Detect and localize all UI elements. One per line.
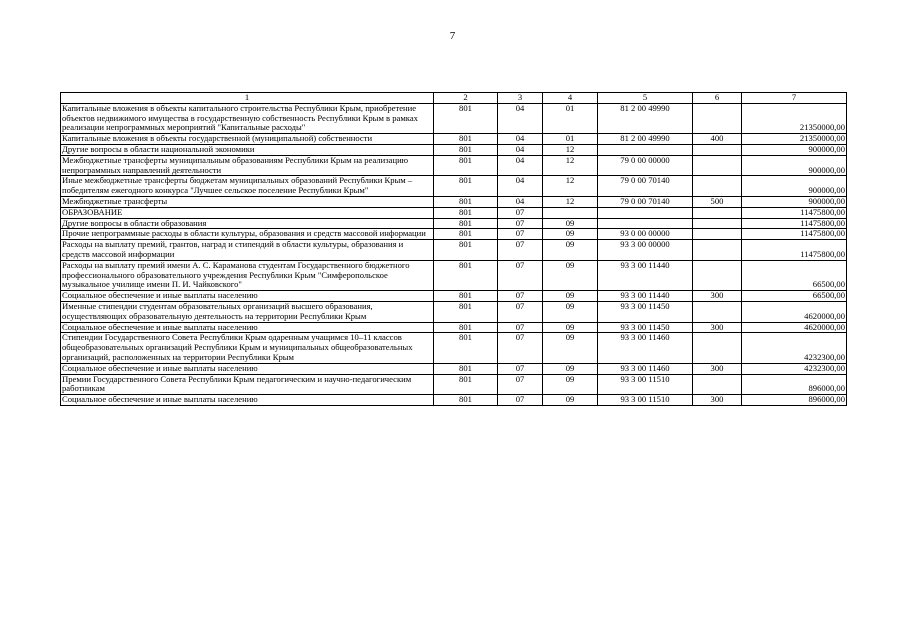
code-cell: 07 [498, 260, 543, 290]
table-header [61, 93, 847, 104]
row-name-cell: Капитальные вложения в объекты капитального строительства Республики Крым, приобретение объектов недвижимого имущества в государственную собственность Республики Крым в рамках реализации непрограммных мероприятий "Капитальные расходы" [61, 103, 434, 133]
row-name-cell: Прочие непрограммные расходы в области культуры, образования и средств массовой информации [61, 229, 434, 240]
amount-cell: 900000,00 [742, 144, 847, 155]
code-cell: 93 3 00 11460 [598, 333, 693, 363]
code-cell: 01 [543, 103, 598, 133]
code-cell: 09 [543, 333, 598, 363]
row-name-cell: Расходы на выплату премий, грантов, наград и стипендий в области культуры, образования и средств массовой информации [61, 240, 434, 261]
code-cell [693, 374, 742, 395]
column-header: 4 [543, 93, 598, 104]
code-cell: 801 [434, 395, 498, 406]
amount-cell: 11475800,00 [742, 229, 847, 240]
code-cell: 81 2 00 49990 [598, 134, 693, 145]
table-row [61, 291, 847, 302]
amount-cell: 900000,00 [742, 196, 847, 207]
code-cell [693, 207, 742, 218]
code-cell: 801 [434, 103, 498, 133]
amount-cell: 21350000,00 [742, 103, 847, 133]
amount-cell: 4232300,00 [742, 363, 847, 374]
code-cell: 07 [498, 301, 543, 322]
column-header: 1 [61, 93, 434, 104]
table-row [61, 229, 847, 240]
code-cell: 801 [434, 134, 498, 145]
table-row [61, 363, 847, 374]
table-row [61, 322, 847, 333]
table-row [61, 176, 847, 197]
row-name-cell: Социальное обеспечение и иные выплаты населению [61, 291, 434, 302]
code-cell: 300 [693, 291, 742, 302]
code-cell: 04 [498, 144, 543, 155]
row-name-cell: Другие вопросы в области национальной экономики [61, 144, 434, 155]
code-cell: 801 [434, 374, 498, 395]
code-cell: 07 [498, 363, 543, 374]
code-cell: 07 [498, 240, 543, 261]
code-cell: 07 [498, 207, 543, 218]
code-cell [598, 144, 693, 155]
row-name-cell: Социальное обеспечение и иные выплаты населению [61, 395, 434, 406]
code-cell: 07 [498, 374, 543, 395]
table-row [61, 333, 847, 363]
row-name-cell: Капитальные вложения в объекты государственной (муниципальной) собственности [61, 134, 434, 145]
code-cell: 93 3 00 11460 [598, 363, 693, 374]
code-cell [693, 333, 742, 363]
amount-cell: 11475800,00 [742, 240, 847, 261]
code-cell: 93 3 00 11440 [598, 260, 693, 290]
table-row [61, 374, 847, 395]
code-cell: 07 [498, 333, 543, 363]
amount-cell: 21350000,00 [742, 134, 847, 145]
code-cell: 09 [543, 229, 598, 240]
code-cell: 801 [434, 176, 498, 197]
code-cell: 801 [434, 301, 498, 322]
code-cell: 04 [498, 103, 543, 133]
code-cell: 07 [498, 229, 543, 240]
code-cell [693, 155, 742, 176]
code-cell: 400 [693, 134, 742, 145]
table-row [61, 144, 847, 155]
code-cell: 300 [693, 322, 742, 333]
code-cell: 09 [543, 363, 598, 374]
row-name-cell: Премии Государственного Совета Республики Крым педагогическим и научно-педагогическим работникам [61, 374, 434, 395]
code-cell: 300 [693, 395, 742, 406]
code-cell: 04 [498, 176, 543, 197]
table-row [61, 155, 847, 176]
code-cell: 801 [434, 144, 498, 155]
code-cell: 93 0 00 00000 [598, 229, 693, 240]
code-cell [693, 229, 742, 240]
amount-cell: 66500,00 [742, 291, 847, 302]
code-cell: 801 [434, 322, 498, 333]
row-name-cell: ОБРАЗОВАНИЕ [61, 207, 434, 218]
amount-cell: 11475800,00 [742, 207, 847, 218]
code-cell: 04 [498, 155, 543, 176]
column-header: 5 [598, 93, 693, 104]
row-name-cell: Иные межбюджетные трансферты бюджетам муниципальных образований Республики Крым – победителям ежегодного конкурса "Лучшее сельское поселение Республики Крым" [61, 176, 434, 197]
code-cell [693, 218, 742, 229]
amount-cell: 4620000,00 [742, 322, 847, 333]
amount-cell: 900000,00 [742, 155, 847, 176]
code-cell [598, 207, 693, 218]
table-body [61, 103, 847, 405]
code-cell: 09 [543, 260, 598, 290]
code-cell: 09 [543, 240, 598, 261]
code-cell: 93 3 00 11450 [598, 301, 693, 322]
column-header: 6 [693, 93, 742, 104]
code-cell: 04 [498, 134, 543, 145]
amount-cell: 4620000,00 [742, 301, 847, 322]
column-header: 7 [742, 93, 847, 104]
code-cell: 801 [434, 196, 498, 207]
row-name-cell: Социальное обеспечение и иные выплаты населению [61, 322, 434, 333]
row-name-cell: Социальное обеспечение и иные выплаты населению [61, 363, 434, 374]
code-cell: 801 [434, 333, 498, 363]
code-cell: 12 [543, 176, 598, 197]
code-cell [693, 260, 742, 290]
table-row [61, 103, 847, 133]
code-cell: 12 [543, 155, 598, 176]
code-cell: 12 [543, 144, 598, 155]
table-row [61, 301, 847, 322]
code-cell: 04 [498, 196, 543, 207]
code-cell: 801 [434, 260, 498, 290]
amount-cell: 900000,00 [742, 176, 847, 197]
code-cell [693, 301, 742, 322]
code-cell: 09 [543, 301, 598, 322]
code-cell: 79 0 00 00000 [598, 155, 693, 176]
table-row [61, 134, 847, 145]
code-cell [693, 144, 742, 155]
code-cell: 09 [543, 218, 598, 229]
row-name-cell: Стипендии Государственного Совета Республики Крым одаренным учащимся 10–11 классов общеобразовательных организаций Республики Крым и муниципальных общеобразовательных организаций, расположенных на территории Республики Крым [61, 333, 434, 363]
amount-cell: 11475800,00 [742, 218, 847, 229]
page-number: 7 [449, 30, 456, 42]
code-cell: 12 [543, 196, 598, 207]
code-cell: 07 [498, 395, 543, 406]
code-cell: 801 [434, 155, 498, 176]
table-row [61, 260, 847, 290]
code-cell: 09 [543, 395, 598, 406]
code-cell: 01 [543, 134, 598, 145]
code-cell: 07 [498, 218, 543, 229]
amount-cell: 896000,00 [742, 395, 847, 406]
code-cell: 93 3 00 11510 [598, 395, 693, 406]
code-cell: 81 2 00 49990 [598, 103, 693, 133]
row-name-cell: Межбюджетные трансферты муниципальным образованиям Республики Крым на реализацию непрограммных направлений деятельности [61, 155, 434, 176]
code-cell: 07 [498, 322, 543, 333]
table-row [61, 395, 847, 406]
code-cell [693, 240, 742, 261]
code-cell: 300 [693, 363, 742, 374]
row-name-cell: Другие вопросы в области образования [61, 218, 434, 229]
table-row [61, 196, 847, 207]
amount-cell: 896000,00 [742, 374, 847, 395]
code-cell: 93 3 00 00000 [598, 240, 693, 261]
amount-cell: 4232300,00 [742, 333, 847, 363]
code-cell: 93 3 00 11440 [598, 291, 693, 302]
table-row [61, 240, 847, 261]
code-cell [598, 218, 693, 229]
column-header: 2 [434, 93, 498, 104]
row-name-cell: Именные стипендии студентам образовательных организаций высшего образования, осуществляющих образовательную деятельность на территории Республики Крым [61, 301, 434, 322]
budget-table [60, 92, 847, 406]
code-cell: 801 [434, 363, 498, 374]
code-cell: 09 [543, 322, 598, 333]
code-cell: 500 [693, 196, 742, 207]
table-row [61, 218, 847, 229]
column-header: 3 [498, 93, 543, 104]
code-cell: 801 [434, 291, 498, 302]
code-cell: 79 0 00 70140 [598, 196, 693, 207]
code-cell [693, 103, 742, 133]
code-cell: 93 3 00 11510 [598, 374, 693, 395]
code-cell: 07 [498, 291, 543, 302]
code-cell: 93 3 00 11450 [598, 322, 693, 333]
table-row [61, 207, 847, 218]
row-name-cell: Расходы на выплату премий имени А. С. Караманова студентам Государственного бюджетного профессионального образовательного учреждения Республики Крым "Симферопольское музыкальное училище имени П. И. Чайковского" [61, 260, 434, 290]
code-cell: 09 [543, 291, 598, 302]
header-row [61, 93, 847, 104]
code-cell: 801 [434, 240, 498, 261]
code-cell: 801 [434, 229, 498, 240]
code-cell [543, 207, 598, 218]
code-cell: 09 [543, 374, 598, 395]
code-cell: 79 0 00 70140 [598, 176, 693, 197]
amount-cell: 66500,00 [742, 260, 847, 290]
code-cell: 801 [434, 207, 498, 218]
code-cell [693, 176, 742, 197]
row-name-cell: Межбюджетные трансферты [61, 196, 434, 207]
code-cell: 801 [434, 218, 498, 229]
